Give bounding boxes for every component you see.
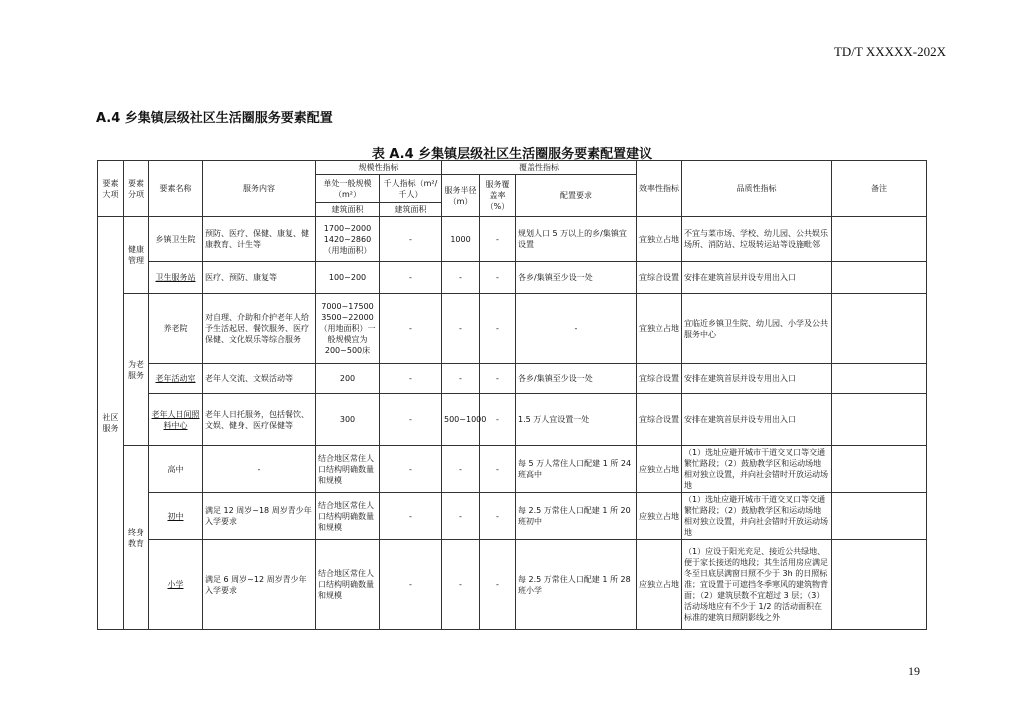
remark xyxy=(832,446,927,493)
per-thousand: - xyxy=(380,493,442,540)
remark xyxy=(832,364,927,394)
header-scale-group: 规模性指标 xyxy=(316,161,442,175)
table-title: 表 A.4 乡集镇层级社区生活圈服务要素配置建议 xyxy=(371,147,653,162)
remark xyxy=(832,493,927,540)
per-thousand: - xyxy=(380,294,442,364)
table-row xyxy=(98,262,927,294)
element-name: 高中 xyxy=(149,446,203,493)
section-title: A.4 乡集镇层级社区生活圈服务要素配置 xyxy=(96,111,333,126)
coverage-rate: - xyxy=(480,394,516,446)
unit-scale: 结合地区常住人口结构明确数量和规模 xyxy=(316,493,380,540)
service-radius: - xyxy=(442,540,480,630)
standard-code: TD/T XXXXX-202X xyxy=(833,44,946,59)
service-content: 老年人交流、文娱活动等 xyxy=(203,364,316,394)
header-unit-min: 单处一般规模（m²） xyxy=(316,175,380,203)
header-config: 配置要求 xyxy=(516,175,637,217)
quality-indicator: 安排在建筑首层并设专用出入口 xyxy=(682,364,832,394)
unit-scale: 1700~2000 1420~2860（用地面积） xyxy=(316,217,380,262)
remark xyxy=(832,394,927,446)
per-thousand: - xyxy=(380,217,442,262)
service-radius: - xyxy=(442,446,480,493)
header-quality: 品质性指标 xyxy=(682,161,832,217)
service-radius: - xyxy=(442,364,480,394)
coverage-rate: - xyxy=(480,364,516,394)
table-row xyxy=(98,493,927,540)
efficiency-indicator: 宜独立占地 xyxy=(637,294,682,364)
header-content: 服务内容 xyxy=(203,161,316,217)
config-requirement: 每 5 万人常住人口配建 1 所 24 班高中 xyxy=(516,446,637,493)
service-radius: - xyxy=(442,294,480,364)
element-name: 小学 xyxy=(149,540,203,630)
per-thousand: - xyxy=(380,446,442,493)
quality-indicator: （1）应设于阳光充足、接近公共绿地、便于家长接送的地段；其生活用房应满足冬至日底层满窗日照不少于 3h 的日照标准；宜设置于可遮挡冬季寒风的建筑物背面；（2）建筑层数不宜超过 3 层；（3）活动场地应有不少于 1/2 的活动面积在标准的建筑日照阴影线之外 xyxy=(682,540,832,630)
table-row xyxy=(98,217,927,262)
group-elderly: 为老服务 xyxy=(124,294,149,446)
service-content: 满足 12 周岁~18 周岁青少年入学要求 xyxy=(203,493,316,540)
efficiency-indicator: 宜综合设置 xyxy=(637,364,682,394)
remark xyxy=(832,262,927,294)
quality-indicator: 安排在建筑首层并设专用出入口 xyxy=(682,394,832,446)
efficiency-indicator: 应独立占地 xyxy=(637,540,682,630)
quality-indicator: 宜临近乡镇卫生院、幼儿园、小学及公共服务中心 xyxy=(682,294,832,364)
table-row xyxy=(98,394,927,446)
group-health: 健康管理 xyxy=(124,217,149,294)
unit-scale: 300 xyxy=(316,394,380,446)
quality-indicator: （1）选址应避开城市干道交叉口等交通繁忙路段；（2）鼓励教学区和运动场地相对独立设置，并向社会错时开放运动场地 xyxy=(682,446,832,493)
config-requirement: - xyxy=(516,294,637,364)
service-radius: - xyxy=(442,493,480,540)
efficiency-indicator: 应独立占地 xyxy=(637,446,682,493)
remark xyxy=(832,217,927,262)
coverage-rate: - xyxy=(480,217,516,262)
efficiency-indicator: 宜综合设置 xyxy=(637,262,682,294)
element-name: 养老院 xyxy=(149,294,203,364)
efficiency-indicator: 应独立占地 xyxy=(637,493,682,540)
efficiency-indicator: 宜综合设置 xyxy=(637,394,682,446)
group-edu: 终身教育 xyxy=(124,446,149,630)
service-radius: 500~1000 xyxy=(442,394,480,446)
header-unit-min-sub: 建筑面积 xyxy=(316,203,380,217)
header-sub: 要素分项 xyxy=(124,161,149,217)
service-element-table xyxy=(97,160,927,630)
header-major: 要素大项 xyxy=(98,161,124,217)
major-category: 社区服务 xyxy=(98,217,124,630)
table-row xyxy=(98,294,927,364)
element-name: 乡镇卫生院 xyxy=(149,217,203,262)
service-radius: 1000 xyxy=(442,217,480,262)
unit-scale: 100~200 xyxy=(316,262,380,294)
efficiency-indicator: 宜独立占地 xyxy=(637,217,682,262)
unit-scale: 结合地区常住人口结构明确数量和规模 xyxy=(316,446,380,493)
per-thousand: - xyxy=(380,394,442,446)
element-name: 老年人日间照料中心 xyxy=(149,394,203,446)
service-content: 医疗、预防、康复等 xyxy=(203,262,316,294)
config-requirement: 每 2.5 万常住人口配建 1 所 20 班初中 xyxy=(516,493,637,540)
table-row xyxy=(98,364,927,394)
service-content: 预防、医疗、保健、康复、健康教育、计生等 xyxy=(203,217,316,262)
quality-indicator: 不宜与菜市场、学校、幼儿园、公共娱乐场所、消防站、垃圾转运站等设施毗邻 xyxy=(682,217,832,262)
header-efficiency: 效率性指标 xyxy=(637,161,682,217)
page-number: 19 xyxy=(908,664,920,678)
per-thousand: - xyxy=(380,364,442,394)
header-coverage-group: 覆盖性指标 xyxy=(442,161,637,175)
quality-indicator: （1）选址应避开城市干道交叉口等交通繁忙路段；（2）鼓励教学区和运动场地相对独立设置，并向社会错时开放运动场地 xyxy=(682,493,832,540)
header-name: 要素名称 xyxy=(149,161,203,217)
remark xyxy=(832,540,927,630)
unit-scale: 200 xyxy=(316,364,380,394)
quality-indicator: 安排在建筑首层并设专用出入口 xyxy=(682,262,832,294)
header-coverage: 服务覆盖率（%） xyxy=(480,175,516,217)
service-content: 老年人日托服务，包括餐饮、文娱、健身、医疗保健等 xyxy=(203,394,316,446)
table-row xyxy=(98,540,927,630)
coverage-rate: - xyxy=(480,540,516,630)
header-remark: 备注 xyxy=(832,161,927,217)
service-content: - xyxy=(203,446,316,493)
per-thousand: - xyxy=(380,540,442,630)
config-requirement: 各乡/集镇至少设一处 xyxy=(516,262,637,294)
config-requirement: 1.5 万人宜设置一处 xyxy=(516,394,637,446)
header-per-thousand-sub: 建筑面积 xyxy=(380,203,442,217)
coverage-rate: - xyxy=(480,446,516,493)
element-name: 初中 xyxy=(149,493,203,540)
unit-scale: 结合地区常住人口结构明确数量和规模 xyxy=(316,540,380,630)
coverage-rate: - xyxy=(480,294,516,364)
remark xyxy=(832,294,927,364)
coverage-rate: - xyxy=(480,493,516,540)
header-per-thousand: 千人指标（m²/千人） xyxy=(380,175,442,203)
service-radius: - xyxy=(442,262,480,294)
element-name: 卫生服务站 xyxy=(149,262,203,294)
config-requirement: 每 2.5 万常住人口配建 1 所 28 班小学 xyxy=(516,540,637,630)
per-thousand: - xyxy=(380,262,442,294)
config-requirement: 各乡/集镇至少设一处 xyxy=(516,364,637,394)
config-requirement: 规划人口 5 万以上的乡/集镇宜设置 xyxy=(516,217,637,262)
element-name: 老年活动室 xyxy=(149,364,203,394)
coverage-rate: - xyxy=(480,262,516,294)
header-radius: 服务半径（m） xyxy=(442,175,480,217)
service-content: 对自理、介助和介护老年人给予生活起居、餐饮服务、医疗保健、文化娱乐等综合服务 xyxy=(203,294,316,364)
table-row xyxy=(98,446,927,493)
unit-scale: 7000~17500 3500~22000（用地面积）一般规模宜为200~500床 xyxy=(316,294,380,364)
service-content: 满足 6 周岁~12 周岁青少年入学要求 xyxy=(203,540,316,630)
